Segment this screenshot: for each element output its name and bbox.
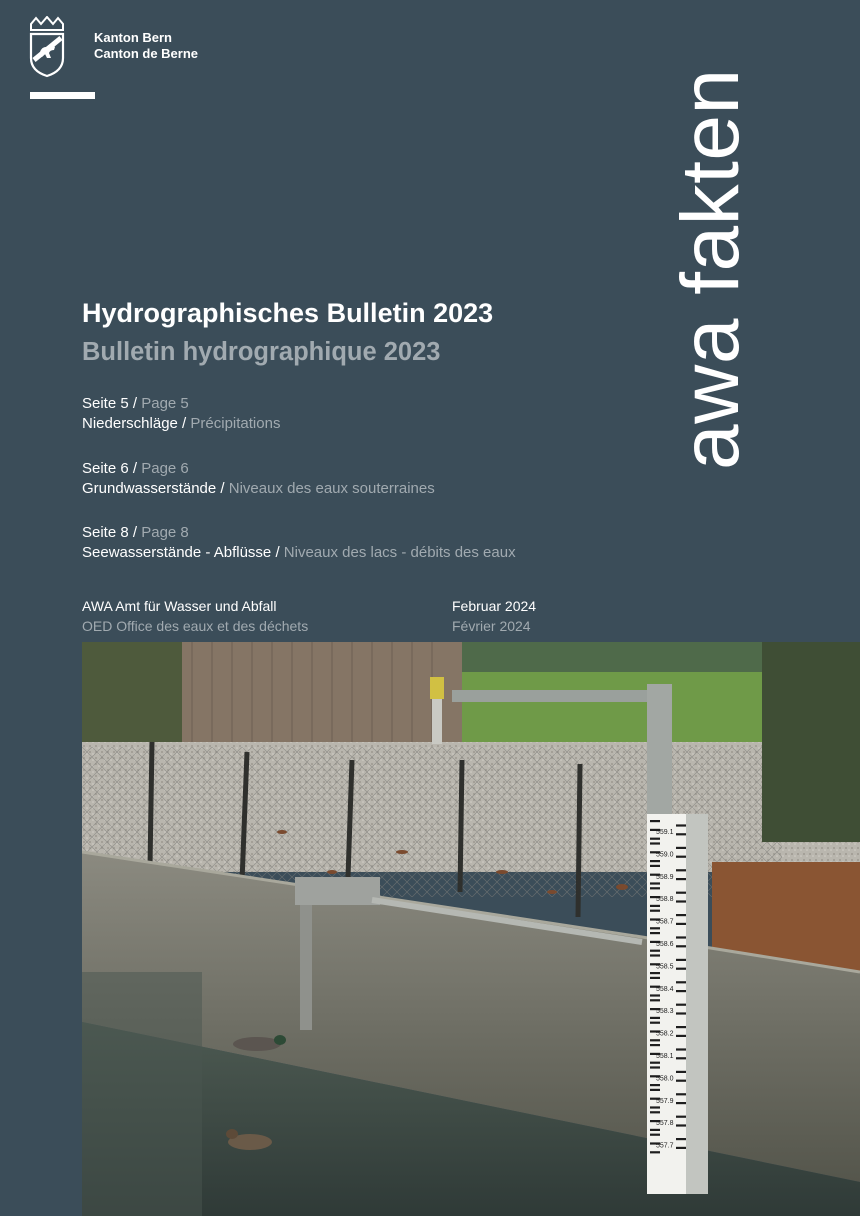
office-fr: OED Office des eaux et des déchets	[82, 618, 309, 634]
gauge-tick	[650, 932, 660, 934]
gauge-tick	[650, 1062, 660, 1064]
gauge-tick	[650, 1084, 660, 1086]
gauge-tick	[676, 1147, 686, 1149]
gauge-tick	[650, 977, 660, 979]
page-subtitle: Bulletin hydrographique 2023	[82, 338, 441, 366]
gauge-label: 558.1	[656, 1053, 674, 1060]
gauge-tick	[676, 878, 686, 880]
gauge-tick	[676, 833, 686, 835]
gauge-tick	[650, 994, 660, 996]
gauge-tick	[650, 972, 660, 974]
gauge-label: 558.2	[656, 1030, 674, 1038]
gauge-tick	[650, 1017, 660, 1019]
toc-page-fr: Page 8	[141, 524, 189, 541]
gauge-tick	[650, 860, 660, 862]
series-title: awa fakten	[665, 68, 756, 470]
gauge-tick	[676, 1026, 686, 1028]
gauge-tick	[650, 820, 660, 822]
toc-item: Seite 6 / Page 6 Grundwasserstände / Niveaux des eaux souterraines	[82, 460, 435, 497]
gauge-tick	[676, 1138, 686, 1140]
gauge-tick	[650, 927, 660, 929]
gauge-label: 558.7	[656, 918, 674, 926]
gauge-tick	[676, 923, 686, 925]
gauge-tick	[676, 1057, 686, 1059]
toc-topic-de: Grundwasserstände	[82, 480, 217, 497]
gauge-tick	[676, 981, 686, 983]
gauge-tick	[676, 1035, 686, 1037]
gauge-tick	[676, 892, 686, 894]
gauge-tick	[650, 865, 660, 867]
gauge-tick	[650, 905, 660, 907]
gauge-tick	[676, 968, 686, 970]
page-title: Hydrographisches Bulletin 2023	[82, 298, 494, 328]
gauge-label: 558.9	[656, 873, 674, 881]
toc-page-de: Seite 6	[82, 460, 129, 477]
canton-name	[94, 30, 198, 62]
toc-page-de: Seite 8	[82, 524, 129, 541]
gauge-tick	[650, 1134, 660, 1136]
gauge-tick	[650, 910, 660, 912]
publication-date	[452, 596, 536, 636]
gauge-tick	[676, 959, 686, 961]
gauge-tick	[650, 887, 660, 889]
gauge-label: 557.7	[656, 1142, 674, 1150]
gauge-tick	[650, 999, 660, 1001]
toc-item: Seite 5 / Page 5 Niederschläge / Précipitations	[82, 395, 281, 432]
toc-topic-fr: Niveaux des lacs - débits des eaux	[283, 544, 516, 561]
bern-bear-coat-of-arms-icon	[28, 16, 66, 78]
canton-name-de: Kanton Bern	[94, 30, 172, 45]
gauge-tick	[676, 1102, 686, 1104]
toc-topic-de: Seewasserstände - Abflüsse	[82, 544, 272, 561]
toc-item: Seite 8 / Page 8 Seewasserstände - Abflüsse / Niveaux des lacs - débits des eaux	[82, 524, 516, 561]
gauge-tick	[676, 824, 686, 826]
gauge-label: 558.3	[656, 1008, 674, 1016]
gauge-tick	[650, 1129, 660, 1131]
gauge-tick	[676, 1048, 686, 1050]
gauge-label: 559.0	[656, 851, 674, 859]
gauge-label: 557.8	[656, 1120, 674, 1128]
gauge-tick	[650, 1089, 660, 1091]
gauge-tick	[676, 847, 686, 849]
gauge-tick	[650, 950, 660, 952]
gauge-label: 559.1	[656, 829, 674, 836]
gauge-label: 557.9	[656, 1097, 674, 1105]
gauge-tick	[650, 954, 660, 956]
gauge-tick	[676, 936, 686, 938]
gauge-tick	[676, 1012, 686, 1014]
office-de: AWA Amt für Wasser und Abfall	[82, 598, 277, 614]
gauge-tick	[676, 1004, 686, 1006]
gauge-tick	[676, 914, 686, 916]
gauge-label: 558.5	[656, 963, 674, 971]
header-divider	[30, 92, 95, 99]
cover-photo	[82, 642, 860, 1216]
canton-name-fr: Canton de Berne	[94, 46, 199, 61]
gauge-tick	[676, 990, 686, 992]
date-fr: Février 2024	[452, 618, 531, 634]
gauge-tick	[650, 842, 660, 844]
toc-topic-de: Niederschläge	[82, 415, 178, 432]
toc-page-fr: Page 6	[141, 460, 189, 477]
gauge-tick	[676, 1071, 686, 1073]
toc-topic-fr: Niveaux des eaux souterraines	[228, 480, 435, 497]
gauge-label: 558.8	[656, 896, 674, 904]
gauge-tick	[650, 1106, 660, 1108]
toc-page-fr: Page 5	[141, 395, 189, 412]
gauge-tick	[650, 1111, 660, 1113]
gauge-tick	[676, 1080, 686, 1082]
date-de: Februar 2024	[452, 598, 537, 614]
gauge-label: 558.4	[656, 985, 674, 993]
gauge-label: 558.0	[656, 1075, 674, 1083]
gauge-tick	[650, 1044, 660, 1046]
gauge-tick	[650, 1039, 660, 1041]
gauge-tick	[676, 900, 686, 902]
gauge-tick	[676, 1093, 686, 1095]
gauge-label: 558.6	[656, 941, 674, 948]
gauge-tick	[650, 1022, 660, 1024]
gauge-tick	[676, 856, 686, 858]
office-info	[82, 596, 308, 636]
gauge-tick	[650, 1151, 660, 1153]
toc-page-de: Seite 5	[82, 395, 129, 412]
gauge-tick	[676, 869, 686, 871]
gauge-tick	[650, 1066, 660, 1068]
gauge-tick	[676, 1116, 686, 1118]
toc-topic-fr: Précipitations	[190, 415, 281, 432]
gauge-tick	[676, 945, 686, 947]
gauge-tick	[650, 882, 660, 884]
gauge-tick	[676, 1124, 686, 1126]
gauge-tick	[650, 838, 660, 840]
